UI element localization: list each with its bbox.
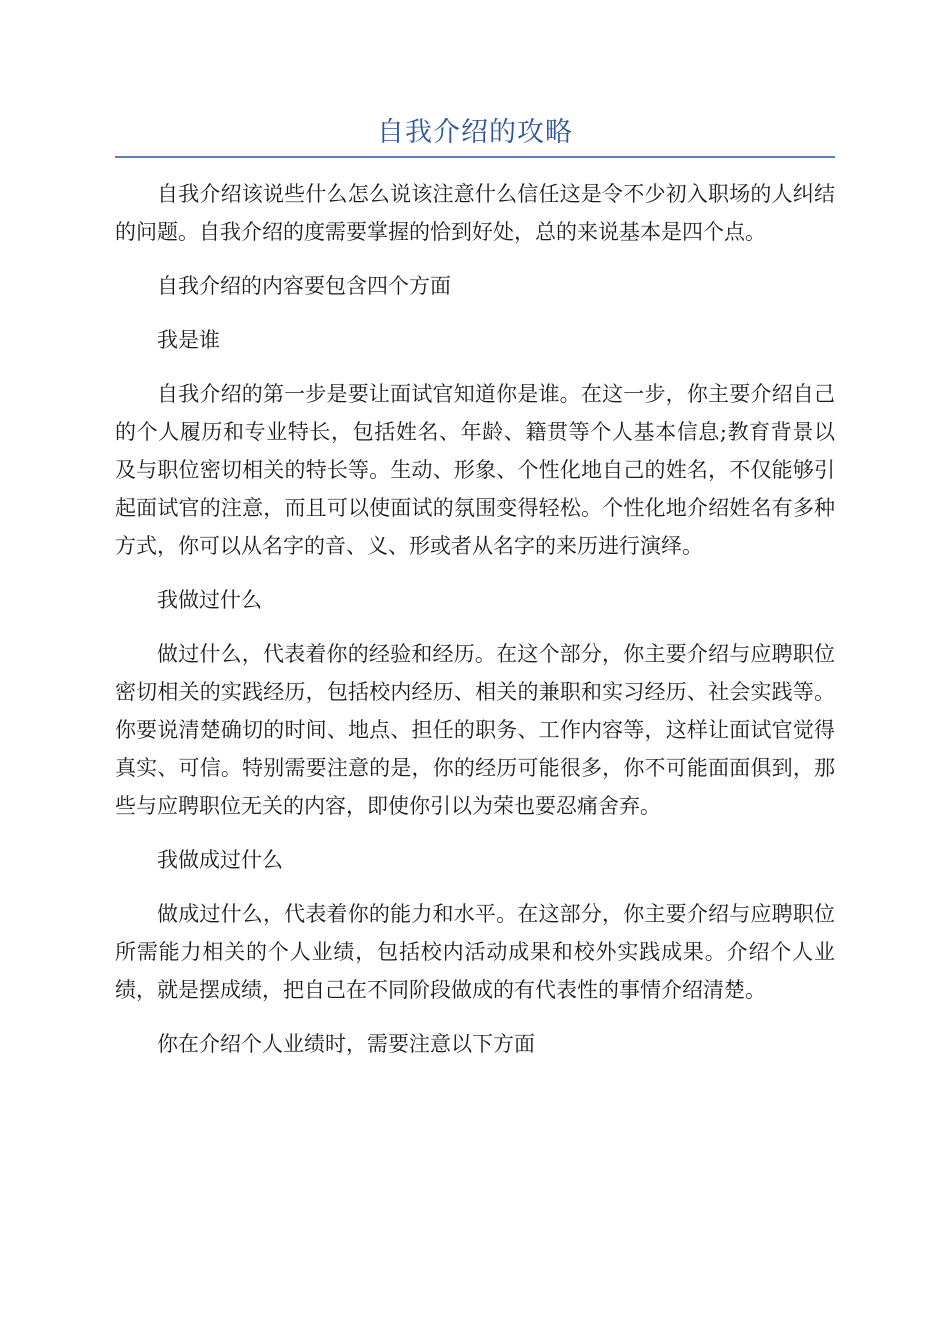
who-am-i-paragraph: 自我介绍的第一步是要让面试官知道你是谁。在这一步，你主要介绍自己的个人履历和专业特长，包括姓名、年龄、籍贯等个人基本信息;教育背景以及与职位密切相关的特长等。生动、形象、个性化地自己的姓名，不仅能够引起面试官的注意，而且可以使面试的氛围变得轻松。个性化地介绍姓名有多种方式，你可以从名字的音、义、形或者从名字的来历进行演绎。	[115, 382, 835, 558]
page-title: 自我介绍的攻略	[377, 117, 573, 148]
section-heading-four-aspects: 自我介绍的内容要包含四个方面	[157, 274, 451, 298]
section-heading-who-am-i: 我是谁	[157, 328, 220, 352]
section-heading-what-i-achieved: 我做成过什么	[157, 848, 283, 872]
document-body	[115, 175, 835, 1079]
title-block	[115, 110, 835, 158]
achievements-note-paragraph: 你在介绍个人业绩时，需要注意以下方面	[157, 1032, 535, 1056]
intro-paragraph: 自我介绍该说些什么怎么说该注意什么信任这是令不少初入职场的人纠结的问题。自我介绍的度需要掌握的恰到好处，总的来说基本是四个点。	[115, 182, 835, 244]
what-i-achieved-paragraph: 做成过什么，代表着你的能力和水平。在这部分，你主要介绍与应聘职位所需能力相关的个人业绩，包括校内活动成果和校外实践成果。介绍个人业绩，就是摆成绩，把自己在不同阶段做成的有代表性的事情介绍清楚。	[115, 902, 835, 1002]
section-heading-what-i-did: 我做过什么	[157, 588, 262, 612]
what-i-did-paragraph: 做过什么，代表着你的经验和经历。在这个部分，你主要介绍与应聘职位密切相关的实践经历，包括校内经历、相关的兼职和实习经历、社会实践等。你要说清楚确切的时间、地点、担任的职务、工作内容等，这样让面试官觉得真实、可信。特别需要注意的是，你的经历可能很多，你不可能面面俱到，那些与应聘职位无关的内容，即使你引以为荣也要忍痛舍弃。	[115, 642, 835, 818]
